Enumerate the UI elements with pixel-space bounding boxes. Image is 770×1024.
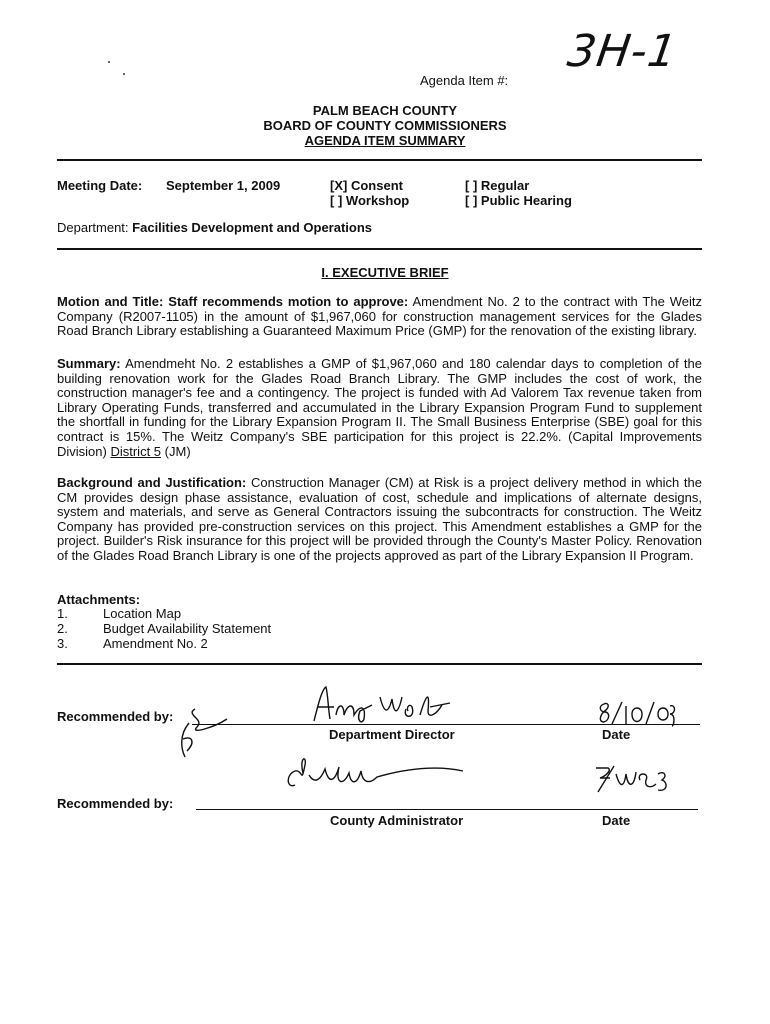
background-label: Background and Justification: — [57, 475, 247, 490]
attachment-item: Amendment No. 2 — [103, 636, 208, 651]
county-name: PALM BEACH COUNTY — [312, 103, 458, 118]
divider — [57, 663, 702, 665]
meeting-type-col-2 — [465, 178, 572, 208]
initials-signature-icon — [175, 705, 235, 765]
checkbox-consent: [X] Consent — [330, 178, 403, 193]
background-paragraph — [57, 476, 702, 564]
date-caption: Date — [602, 727, 631, 742]
department-value: Facilities Development and Operations — [132, 220, 373, 235]
recommended-by-label: Recommended by: — [57, 709, 174, 724]
agenda-item-label: Agenda Item #: — [420, 73, 509, 88]
department-label: Department: — [57, 220, 129, 235]
director-signature-icon — [310, 685, 460, 725]
motion-paragraph — [57, 295, 702, 339]
attachment-item: Budget Availability Statement — [103, 621, 272, 636]
checkbox-regular: [ ] Regular — [465, 178, 530, 193]
district-text: District 5 — [110, 443, 162, 459]
summary-label: Summary: — [57, 356, 121, 371]
motion-label: Motion and Title: — [57, 294, 164, 309]
administrator-signature-icon — [285, 755, 475, 797]
meeting-type-col-1 — [330, 178, 409, 208]
summary-text: Amendmeht No. 2 establishes a GMP of $1,967,060 and 180 calendar days to completion of the building renovation work for the Glades Road Branch Library. The GMP includes the cost of work, the construction manager's fee and a contingency. The project is funded with Ad Valorem Tax revenue taken from Library Operating Funds, transferred and accumulated in the Library Expansion Program Fund to supplement the shortfall in funding for the Library Expansion Program II. The Small Business Enterprise (SBE) goal for this contract is 15%. The Weitz Company's SBE participation for this project is 22.2%. (Capital Improvements Division) — [57, 356, 702, 459]
document-header — [0, 103, 770, 148]
meeting-date-label: Meeting Date: — [57, 178, 143, 193]
department-director-caption: Department Director — [329, 727, 455, 742]
recommended-by-label: Recommended by: — [57, 796, 174, 811]
motion-lead: Staff recommends motion to approve: — [168, 294, 409, 309]
attachment-item: Location Map — [103, 606, 182, 621]
attachment-number: 3. — [57, 636, 68, 651]
checkbox-workshop: [ ] Workshop — [330, 193, 410, 208]
page-number: 3H-1 — [564, 26, 681, 77]
signature-line — [196, 809, 698, 810]
county-administrator-caption: County Administrator — [330, 813, 464, 828]
scan-speck — [123, 73, 125, 75]
board-name: BOARD OF COUNTY COMMISSIONERS — [263, 118, 507, 133]
divider — [57, 159, 702, 161]
handwritten-date-1-icon — [596, 700, 676, 728]
document-title: AGENDA ITEM SUMMARY — [304, 133, 466, 148]
divider — [57, 248, 702, 250]
checkbox-public-hearing: [ ] Public Hearing — [465, 193, 572, 208]
summary-tail: (JM) — [164, 443, 191, 459]
attachments-title: Attachments: — [57, 592, 141, 607]
meeting-date-value: September 1, 2009 — [166, 178, 281, 193]
scan-speck — [108, 61, 110, 63]
section-title: I. EXECUTIVE BRIEF — [321, 265, 449, 280]
department-line — [57, 220, 372, 235]
attachment-number: 1. — [57, 606, 68, 621]
background-text: Construction Manager (CM) at Risk is a project delivery method in which the CM provides design phase assistance, evaluation of cost, schedule and implications of alternate designs, system and materials, and serve as General Contractors issuing the subcontracts for construction. The Weitz Company has provided pre-construction services on this project. This Amendment establishes a GMP for the project. Builder's Risk insurance for this project will be provided through the County's Master Policy. Renovation of the Glades Road Branch Library is one of the projects approved as part of the Library Expansion II Program. — [57, 475, 702, 563]
attachment-number: 2. — [57, 621, 68, 636]
summary-paragraph — [57, 357, 702, 459]
date-caption: Date — [602, 813, 631, 828]
handwritten-date-2-icon — [592, 764, 672, 798]
motion-text: Amendment No. 2 to the contract with The Weitz Company (R2007-1105) in the amount of $1,967,060 for construction management services for the Glades Road Branch Library establishing a Guaranteed Maximum Price (GMP) for the renovation of the existing library. — [57, 294, 702, 339]
